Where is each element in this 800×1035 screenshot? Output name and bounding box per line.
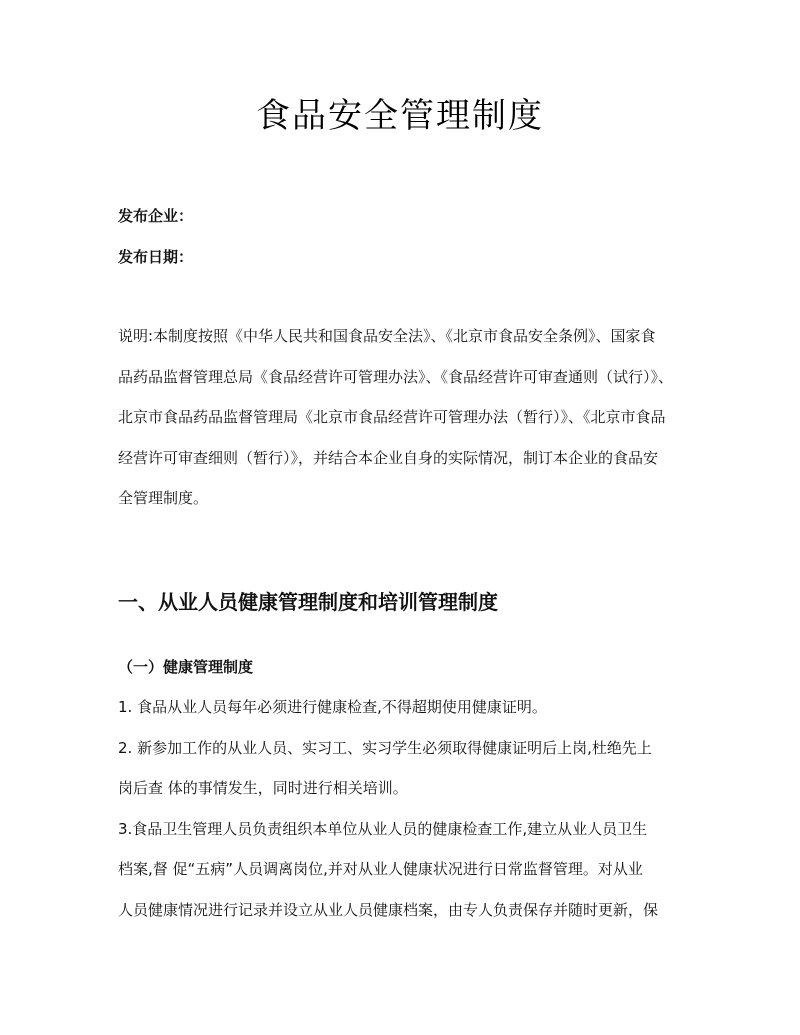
document-title: 食品安全管理制度 [256, 96, 544, 136]
body-line: 岗后查 体的事情发生，同时进行相关培训。 [118, 779, 408, 797]
body-line: 3.食品卫生管理人员负责组织本单位从业人员的健康检查工作,建立从业人员卫生 [118, 819, 648, 838]
intro-line: 经营许可审查细则（暂行）》，并结合本企业自身的实际情况，制订本企业的食品安 [118, 448, 659, 467]
intro-line: 说明:本制度按照《中华人民共和国食品安全法》、《北京市食品安全条例》、国家食 [118, 327, 656, 345]
body-line: 档案,督 促“五病”人员调离岗位,并对从业人健康状况进行日常监督管理。对从业 [118, 860, 643, 878]
body-line: 1. 食品从业人员每年必须进行健康检查,不得超期使用健康证明。 [118, 698, 547, 716]
intro-line: 北京市食品药品监督管理局《北京市食品经营许可管理办法（暂行）》、《北京市食品 [118, 408, 666, 426]
date-label: 发布日期： [118, 248, 194, 266]
intro-paragraph [118, 316, 690, 519]
intro-line: 全管理制度。 [118, 489, 209, 507]
subsection-heading: （一）健康管理制度 [118, 658, 254, 676]
intro-line: 品药品监督管理总局《食品经营许可管理办法》、《食品经营许可审查通则（试行）》、 [118, 367, 674, 386]
health-rules-body [118, 687, 690, 930]
body-line: 2. 新参加工作的从业人员、实习工、实习学生必须取得健康证明后上岗,杜绝先上 [118, 738, 652, 757]
body-line: 人员健康情况进行记录并设立从业人员健康档案，由专人负责保存并随时更新，保 [118, 900, 659, 919]
company-label: 发布企业： [118, 207, 194, 225]
section-heading: 一、从业人员健康管理制度和培训管理制度 [118, 590, 498, 614]
